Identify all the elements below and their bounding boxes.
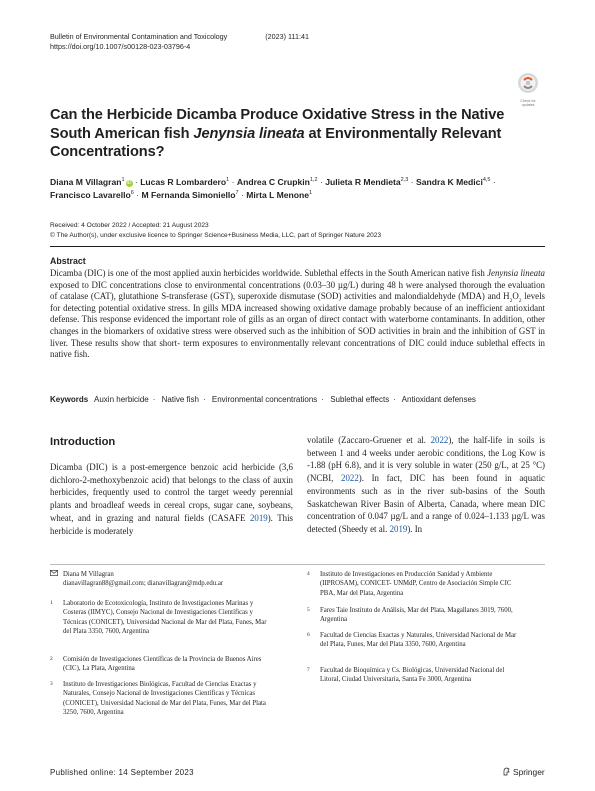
abstract-text: exposed to DIC concentrations close to environmental concentrations (0.03–30 µg/L) during 48 h were analysed thorough the evaluation of catalase (CAT), glutathione S-transferase (GST), superoxide dismutase (SOD) activities and malondialdehyde (MDA) and H bbox=[50, 279, 545, 302]
affiliation-2 bbox=[50, 655, 270, 674]
keyword-separator: · bbox=[321, 395, 324, 404]
badge-label-line2: updates bbox=[521, 103, 535, 107]
author-affiliation-ref: 7 bbox=[235, 189, 239, 196]
author-affiliation-ref: 1 bbox=[121, 177, 125, 184]
affiliation-number: 4 bbox=[307, 571, 310, 577]
title-line-2-end: at Environmentally Relevant bbox=[304, 125, 502, 142]
intro-text: ). In bbox=[407, 523, 423, 534]
keyword-separator: · bbox=[202, 395, 206, 404]
article-dates bbox=[50, 221, 381, 240]
title-line-1: Can the Herbicide Dicamba Produce Oxidative Stress in the Native bbox=[50, 107, 505, 123]
keywords-label: Keywords bbox=[50, 395, 89, 404]
citation-link[interactable]: 2019 bbox=[389, 523, 408, 534]
check-for-updates-badge[interactable] bbox=[515, 72, 541, 107]
affiliation-3 bbox=[50, 680, 270, 718]
affiliation-1 bbox=[50, 599, 270, 637]
affiliation-text: Facultad de Ciencias Exactas y Naturales, Universidad Nacional de Mar del Plata, Funes, Mar del Plata 3350, 7600, Argentina bbox=[320, 632, 517, 649]
intro-text: ), the half-life in soils is between 1 and 4 weeks under aerobic conditions, the Log Kow is -1.88 (pH 6.8), and it is very soluble in water (250 g/L, at 25 °C) (NCBI, bbox=[307, 435, 545, 484]
citation-link[interactable]: 2022 bbox=[341, 473, 359, 484]
title-line-2-start: South American fish bbox=[50, 125, 194, 142]
affiliation-text: Comisión de Investigaciones Científicas de la Provincia de Buenos Aires (CIC), La Plata, Argentina bbox=[63, 656, 262, 673]
keyword-item: Environmental concentrations bbox=[211, 395, 318, 404]
corresponding-author-name: Diana M Villagran bbox=[63, 571, 114, 578]
keywords bbox=[50, 395, 545, 405]
keyword-item: Antioxidant defenses bbox=[401, 395, 476, 404]
author-affiliation-ref: 1,2 bbox=[309, 177, 318, 184]
abstract-heading: Abstract bbox=[50, 256, 86, 266]
affiliation-number: 3 bbox=[50, 681, 53, 687]
introduction-heading: Introduction bbox=[50, 436, 116, 448]
affiliation-number: 2 bbox=[50, 656, 53, 662]
keyword-item: Auxin herbicide bbox=[94, 395, 149, 404]
affiliation-number: 5 bbox=[307, 607, 310, 613]
author-affiliation-ref: 1 bbox=[309, 189, 313, 196]
keyword-item: Sublethal effects bbox=[330, 395, 390, 404]
citation-link[interactable]: 2022 bbox=[430, 435, 449, 445]
journal-header bbox=[50, 32, 309, 52]
title-line-2 bbox=[50, 125, 520, 144]
badge-label-line1: Check for bbox=[520, 99, 536, 103]
affiliation-7 bbox=[307, 666, 517, 685]
affiliation-4 bbox=[307, 570, 517, 598]
check-for-updates-icon bbox=[515, 72, 541, 94]
corresponding-author-email[interactable]: dianavillagran88@gmail.com; dianavillagran@mdp.edu.ar bbox=[63, 580, 224, 588]
envelope-icon bbox=[50, 570, 58, 580]
author-affiliation-ref: 1 bbox=[226, 177, 230, 184]
affiliation-text: Facultad de Bioquímica y Cs. Biológicas, Universidad Nacional del Litoral, Ciudad Universitaria, Santa Fe 3000, Argentina bbox=[320, 667, 505, 684]
doi-link[interactable]: https://doi.org/10.1007/s00128-023-03796-4 bbox=[50, 42, 191, 51]
intro-text: ). This herbicide is moderately bbox=[50, 512, 294, 536]
orcid-icon[interactable]: iD bbox=[126, 180, 132, 186]
copyright-notice: © The Author(s), under exclusive licence to Springer Science+Business Media, LLC, part of Springer Nature 2023 bbox=[50, 231, 382, 239]
intro-text: volatile (Zaccaro-Gruener et al. bbox=[307, 435, 431, 445]
journal-name: Bulletin of Environmental Contamination and Toxicology bbox=[50, 32, 228, 41]
author-name[interactable]: Lucas R Lombardero bbox=[140, 177, 227, 187]
footnote-divider bbox=[50, 564, 545, 565]
abstract-species-name: Jenynsia lineata bbox=[487, 268, 545, 278]
publisher-logo bbox=[502, 767, 545, 777]
affiliation-5 bbox=[307, 606, 517, 625]
affiliation-text: Instituto de Investigaciones Biológicas, Facultad de Ciencias Exactas y Naturales, Consejo Nacional de Investigaciones Científicas y Técnicas (CONICET), Universidad Nacional de Mar del Plata, Funes, Mar del Plata 3250, 7600, Argentina bbox=[63, 681, 266, 717]
title-line-3: Concentrations? bbox=[50, 144, 165, 160]
abstract-text: levels for detecting potential oxidative stress. In gills MDA increased showing oxidative damage probably because of an inefficient antioxidant defense. This response evidenced the important role of gills as an organ of direct contact with waterborne contaminants. In addition, other changes in the biomarkers of oxidative stress were observed such as the inhibition of SOD activities in brain and the inhibition of GST in liver. These results show that short- term exposures to environmentally relevant concentrations of DIC could induce sublethal effects in native fish. bbox=[50, 291, 546, 360]
author-name[interactable]: Andrea C Crupkin bbox=[236, 177, 310, 187]
affiliation-text: Fares Taie Instituto de Análisis, Mar del Plata, Magallanes 3019, 7600, Argentina bbox=[320, 607, 513, 624]
keyword-item: Native fish bbox=[161, 395, 199, 404]
author-name[interactable]: Francisco Lavarello bbox=[50, 189, 131, 200]
correspondence bbox=[50, 570, 290, 589]
received-accepted-dates: Received: 4 October 2022 / Accepted: 21 August 2023 bbox=[50, 222, 209, 229]
author-affiliation-ref: 6 bbox=[130, 189, 134, 196]
publisher-name: Springer bbox=[513, 767, 545, 777]
affiliation-6 bbox=[307, 631, 517, 650]
author-name[interactable]: Sandra K Medici bbox=[415, 177, 483, 187]
author-name[interactable]: Julieta R Mendieta bbox=[325, 177, 401, 187]
abstract-text: Dicamba (DIC) is one of the most applied auxin herbicides worldwide. Sublethal effects in the South American native fish bbox=[50, 268, 488, 278]
abstract-text: O bbox=[512, 291, 519, 302]
author-name[interactable]: M Fernanda Simoniello bbox=[141, 189, 236, 200]
affiliation-number: 1 bbox=[50, 600, 53, 606]
article-title bbox=[50, 106, 520, 162]
affiliation-text: Laboratorio de Ecotoxicología, Instituto de Investigaciones Marinas y Costeras (IIMYC), Consejo Nacional de Investigaciones Científicas y Técnicas (CONICET), Universidad Nacional de Mar del Plata, Funes, Mar del Plata 3350, 7600, Argentina bbox=[63, 600, 267, 636]
author-affiliation-ref: 2,3 bbox=[400, 177, 409, 184]
abstract-divider bbox=[50, 246, 545, 247]
journal-volume: (2023) 111:41 bbox=[265, 32, 309, 41]
abstract-body bbox=[50, 268, 545, 361]
affiliation-text: Instituto de Investigaciones en Producción Sanidad y Ambiente (IIPROSAM), CONICET- UNMdP, Centro de Asociación Simple CIC PBA, Mar del Plata, Argentina bbox=[320, 571, 512, 597]
intro-text: ). In fact, DIC has been found in aquatic environments such as in the river sub-basins of the South Saskatchewan River Basin of Alberta, Canada, where mean DIC concentration of 0.047 µg/L and a range of 0.024–1.133 µg/L was detected (Sheedy et al. bbox=[307, 473, 545, 534]
title-species-name: Jenynsia lineata bbox=[193, 125, 305, 142]
springer-horse-icon bbox=[502, 767, 511, 776]
author-name[interactable]: Diana M Villagran bbox=[50, 177, 122, 187]
affiliation-number: 7 bbox=[307, 667, 310, 673]
citation-link[interactable]: 2019 bbox=[249, 512, 268, 523]
abstract-subscript: 2 bbox=[518, 297, 522, 304]
author-name[interactable]: Mirta L Menone bbox=[246, 189, 310, 200]
intro-text: Dicamba (DIC) is a post-emergence benzoic acid herbicide (3,6 dichloro-2-methoxybenzoic acid) that belongs to the class of auxin herbicides, frequently used to control the target weedy perennial plants and broadleaf weeds in cereal crops, sugar cane, soybeans, wheat, and in grazing and natural fields (CASAFE bbox=[50, 462, 293, 523]
keyword-separator: · bbox=[393, 395, 396, 404]
introduction-right-column bbox=[307, 434, 545, 536]
affiliation-number: 6 bbox=[307, 632, 310, 638]
author-list: Diana M Villagran$^1$ iD · Lucas R Lombardero$^1$ · Andrea C Crupkin$^{1,2}$ · Julieta R Mendieta$^{2,3}$ · Sandra K Medici$^{4,5}$ · Francisco Lavarello$^6$ · M Fernanda Simoniello$^7$ · Mirta L Menone$^1$ bbox=[50, 177, 496, 200]
abstract-subscript: 2 bbox=[509, 297, 513, 304]
keyword-separator: · bbox=[152, 395, 156, 404]
published-online-date: Published online: 14 September 2023 bbox=[50, 768, 194, 777]
introduction-left-column bbox=[50, 461, 293, 537]
author-affiliation-ref: 4,5 bbox=[482, 177, 491, 184]
